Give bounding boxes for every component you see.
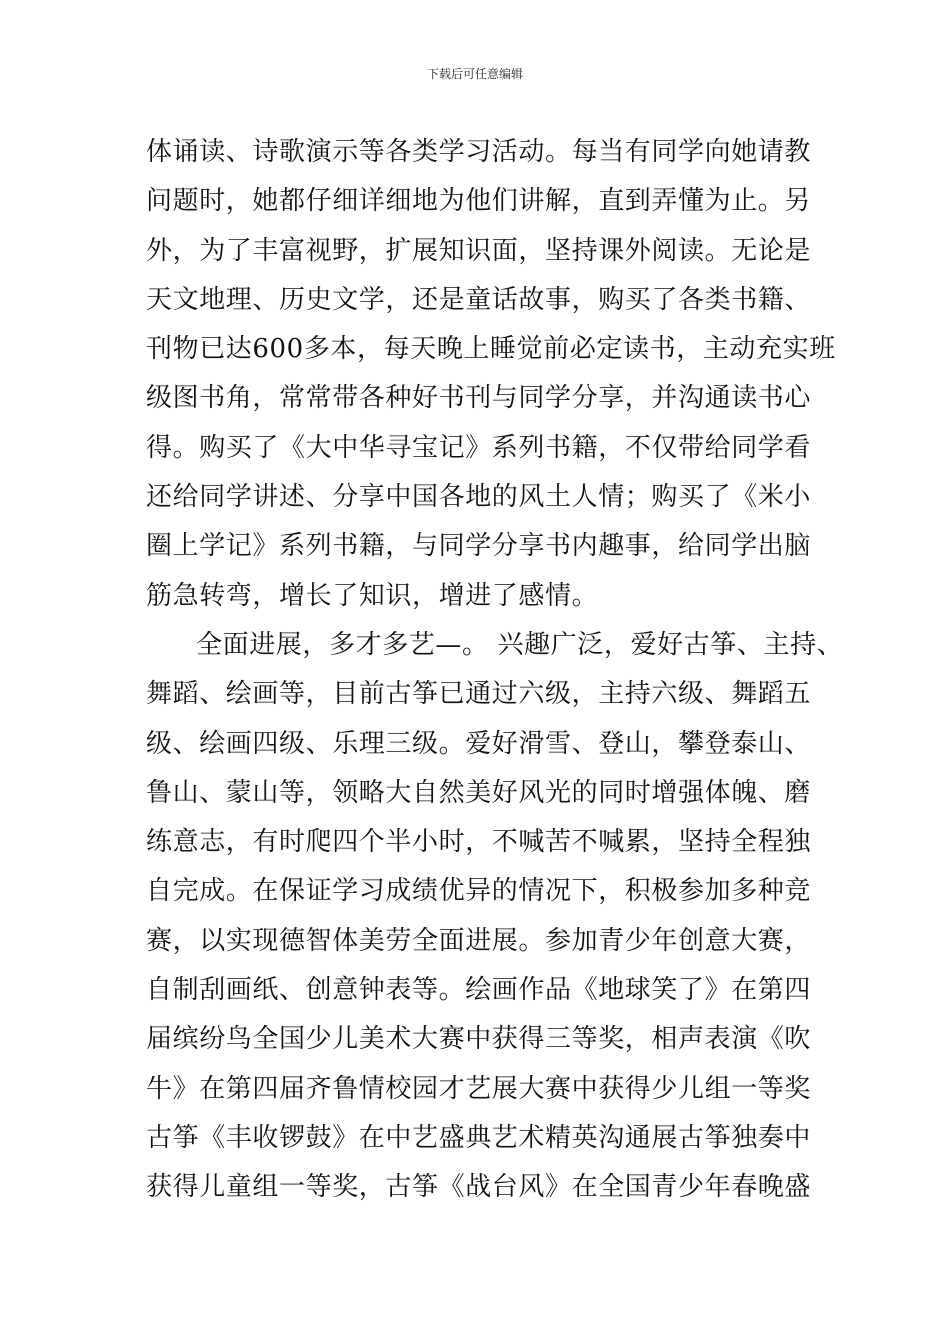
text-line: 自完成。在保证学习成绩优异的情况下，积极参加多种竞 [146, 876, 812, 907]
text-line: 还给同学讲述、分享中国各地的风土人情；购买了《米小 [146, 482, 812, 513]
text-line: 级图书角，常常带各种好书刊与同学分享，并沟通读书心 [146, 383, 812, 414]
page-header: 下载后可任意编辑 [426, 67, 523, 81]
text-line: 牛》在第四届齐鲁情校园才艺展大赛中获得少儿组一等奖 [146, 1073, 812, 1104]
text-line: 获得儿童组一等奖，古筝《战台风》在全国青少年春晚盛 [146, 1172, 812, 1203]
document-body [146, 128, 844, 1213]
text-line: 外，为了丰富视野，扩展知识面，坚持课外阅读。无论是 [146, 235, 812, 266]
text-line: 得。购买了《大中华寻宝记》系列书籍，不仅带给同学看 [146, 432, 812, 463]
text-line: 刊物已达600多本，每天晚上睡觉前必定读书，主动充实班 [146, 334, 836, 365]
text-line: 赛，以实现德智体美劳全面进展。参加青少年创意大赛， [146, 925, 812, 956]
text-line: 圈上学记》系列书籍，与同学分享书内趣事，给同学出脑 [146, 531, 812, 562]
text-line: 舞蹈、绘画等，目前古筝已通过六级，主持六级、舞蹈五 [146, 679, 812, 710]
text-line: 届缤纷鸟全国少儿美术大赛中获得三等奖，相声表演《吹 [146, 1024, 812, 1055]
text-line: 天文地理、历史文学，还是童话故事，购买了各类书籍、 [146, 284, 812, 315]
text-line: 体诵读、诗歌演示等各类学习活动。每当有同学向她请教 [146, 137, 812, 167]
text-line: 级、绘画四级、乐理三级。爱好滑雪、登山，攀登泰山、 [146, 728, 812, 759]
text-line: 练意志，有时爬四个半小时，不喊苦不喊累，坚持全程独 [146, 827, 812, 858]
paragraph-first-line: 全面进展，多才多艺—。 兴趣广泛，爱好古筝、主持、 [196, 629, 844, 660]
text-line: 筋急转弯，增长了知识，增进了感情。 [146, 580, 599, 611]
text-line: 鲁山、蒙山等，领略大自然美好风光的同时增强体魄、磨 [146, 777, 812, 808]
text-line: 古筝《丰收锣鼓》在中艺盛典艺术精英沟通展古筝独奏中 [146, 1122, 812, 1153]
text-line: 自制刮画纸、创意钟表等。绘画作品《地球笑了》在第四 [146, 975, 812, 1006]
text-line: 问题时，她都仔细详细地为他们讲解，直到弄懂为止。另 [146, 186, 812, 217]
